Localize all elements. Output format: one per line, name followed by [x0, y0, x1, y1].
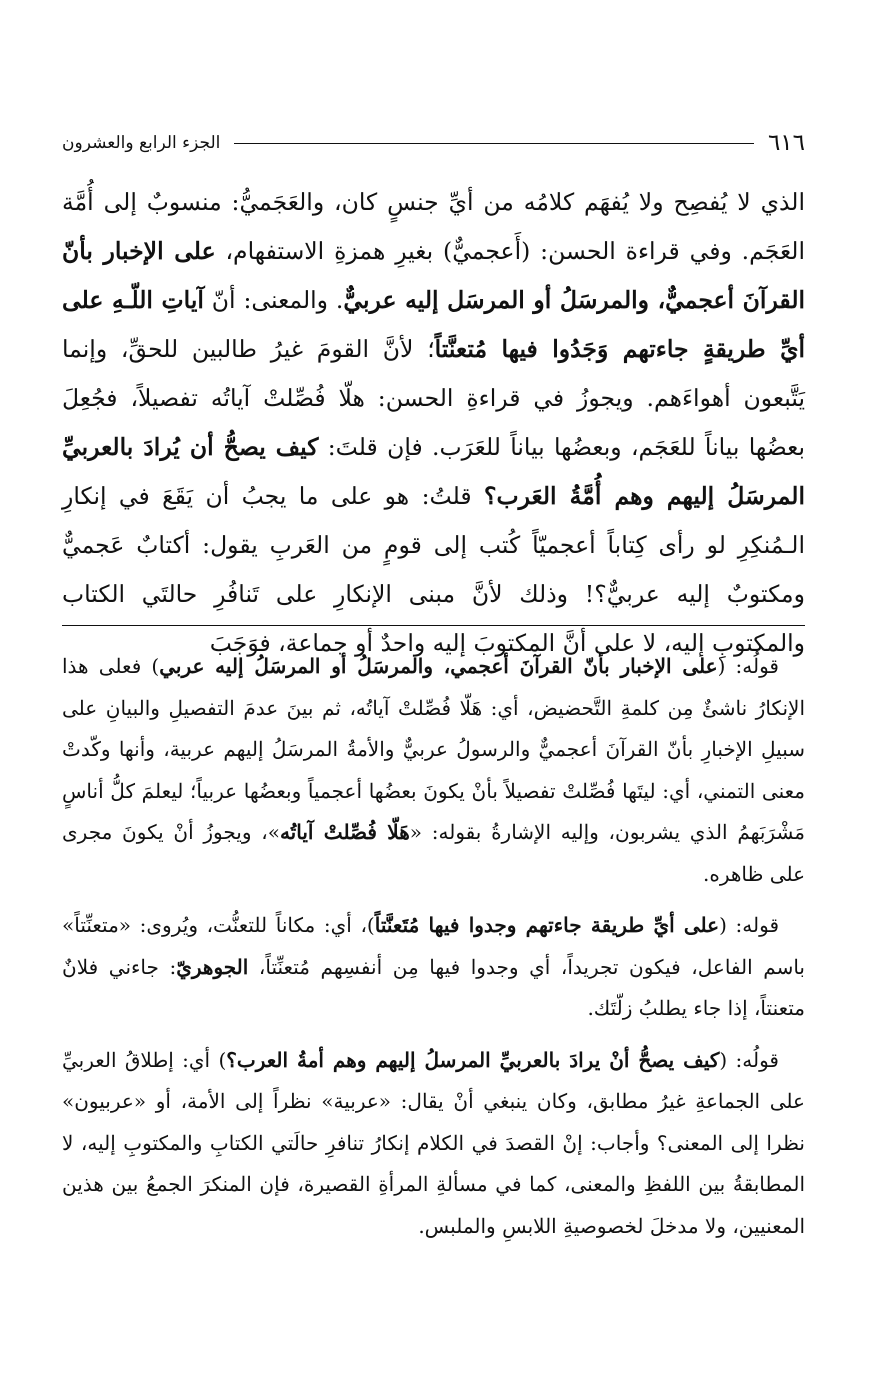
note-3	[62, 1040, 805, 1248]
note-segment: : جاءني فلانٌ متعنتاً، إذا جاء يطلبُ زلّتَك.	[62, 954, 805, 1020]
note-segment-bold: هَلّا فُصِّلتْ آياتُه	[279, 820, 410, 844]
note-segment: قوله: (	[719, 913, 780, 937]
note-segment: ) أي: إطلاقُ العربيِّ على الجماعةِ غيرُ مطابق، وكان ينبغي أنْ يقال: «عربية» نظراً إلى الأمة، أو «عربيون» نظرا إلى المعنى؟ وأجاب: إنْ القصدَ في الكلام إنكارُ تنافرِ حالَتي الكتابِ والمكتوبِ إليه، لا المطابقةُ بين اللفظِ والمعنى، كما في مسألةِ المرأةِ القصيرة، فإن المنكرَ الجمعُ بين هذين المعنيين، ولا مدخلَ لخصوصيةِ اللابسِ والملبس.	[62, 1047, 805, 1238]
note-segment-bold: على الإخبار بأنّ القرآنَ أعجمي، والمرسَلُ أو المرسَلُ إليه عربي	[159, 654, 718, 678]
main-segment-bold: آياتِ اللّـهِ على أيِّ طريقةٍ جاءتهم وَجَدُوا فيها مُتعنَّتاً	[62, 286, 805, 363]
main-segment-bold: على الإخبار بأنّ القرآنَ أعجميٌّ، والمرسَلُ أو المرسَل إليه عربيٌّ	[62, 237, 806, 314]
running-title: الجزء الرابع والعشرون	[62, 133, 221, 153]
note-1	[62, 646, 805, 895]
note-segment: قولُه: (	[717, 654, 779, 678]
main-text	[62, 178, 805, 668]
book-page	[62, 0, 805, 1400]
commentary-notes	[62, 646, 805, 1247]
main-segment: ؛ لأنَّ القومَ غيرُ طالبين للحقِّ، وإنما يَتَّبعون أهواءَهم. ويجوزُ في قراءةِ الحسن: هلّا فُصِّلتْ آياتُه تفصيلاً، فجُعِلَ بعضُها بياناً للعَجَم، وبعضُها بياناً للعَرَب. فإن قلتَ:	[62, 335, 806, 461]
note-segment: )، أي: مكاناً للتعنُّت، ويُروى: «متعنِّتاً» باسم الفاعل، فيكون تجريداً، أي وجدوا فيها مِن أنفسِهم مُتعنِّتاً،	[62, 913, 806, 979]
note-segment: قولُه: (	[719, 1047, 779, 1072]
note-segment: ) فعلى هذا الإنكارُ ناشئٌ مِن كلمةِ التَّحضيض، أي: هَلّا فُصِّلتْ آياتُه، ثم بينَ عدمَ التفصيلِ والبيانِ على سبيلِ الإخبارِ بأنّ القرآنَ أعجميٌّ والرسولُ عربيٌّ والأمةُ المرسَلُ إليهم عربية، وأنها وكّدتْ معنى التمني، أي: ليتَها فُصِّلتْ تفصيلاً بأنْ يكونَ بعضُها أعجمياً وبعضُها عربياً؛ ليعلمَ كلُّ أناسٍ مَشْرَبَهمُ الذي يشربون، وإليه الإشارةُ بقوله: «	[62, 654, 806, 844]
note-segment-bold: كيف يصحُّ أنْ يرادَ بالعربيِّ المرسلُ إليهم وهم أمةُ العرب؟	[226, 1047, 720, 1072]
note-segment: »، ويجوزُ أنْ يكونَ مجرى على ظاهره.	[62, 820, 805, 886]
page-header	[62, 126, 805, 160]
main-segment-bold: كيف يصحُّ أن يُرادَ بالعربيِّ المرسَلُ إليهم وهم أُمَّةُ العَرب؟	[62, 433, 805, 510]
main-segment: الذي لا يُفصِح ولا يُفهَم كلامُه من أيِّ جنسٍ كان، والعَجَميُّ: منسوبٌ إلى أُمَّة العَجَم. وفي قراءة الحسن: (أَعجميٌّ) بغيرِ همزةِ الاستفهام،	[62, 188, 805, 265]
main-segment: قلتُ: هو على ما يجبُ أن يَقَعَ في إنكارِ الـمُنكِرِ لو رأى كِتاباً أعجميّاً كُتب إلى قومٍ من العَربِ يقول: أكتابٌ عَجميٌّ ومكتوبٌ إليه عربيٌّ؟! وذلك لأنَّ مبنى الإنكارِ على تَنافُرِ حالتَي الكتاب والمكتوبِ إليه، لا على أنَّ المكتوبَ إليه واحدٌ أو جماعة، فوَجَبَ	[62, 482, 805, 657]
note-segment-bold: على أيِّ طريقة جاءتهم وجدوا فيها مُتَعنَّتاً	[374, 913, 720, 937]
header-rule	[234, 143, 754, 144]
main-paragraph	[62, 178, 805, 668]
footnote-divider	[62, 625, 805, 626]
note-2	[62, 905, 805, 1030]
note-segment-bold: الجوهريّ	[176, 954, 249, 979]
page-number: ٦١٦	[767, 130, 805, 156]
main-segment: . والمعنى: أنّ	[203, 286, 344, 314]
